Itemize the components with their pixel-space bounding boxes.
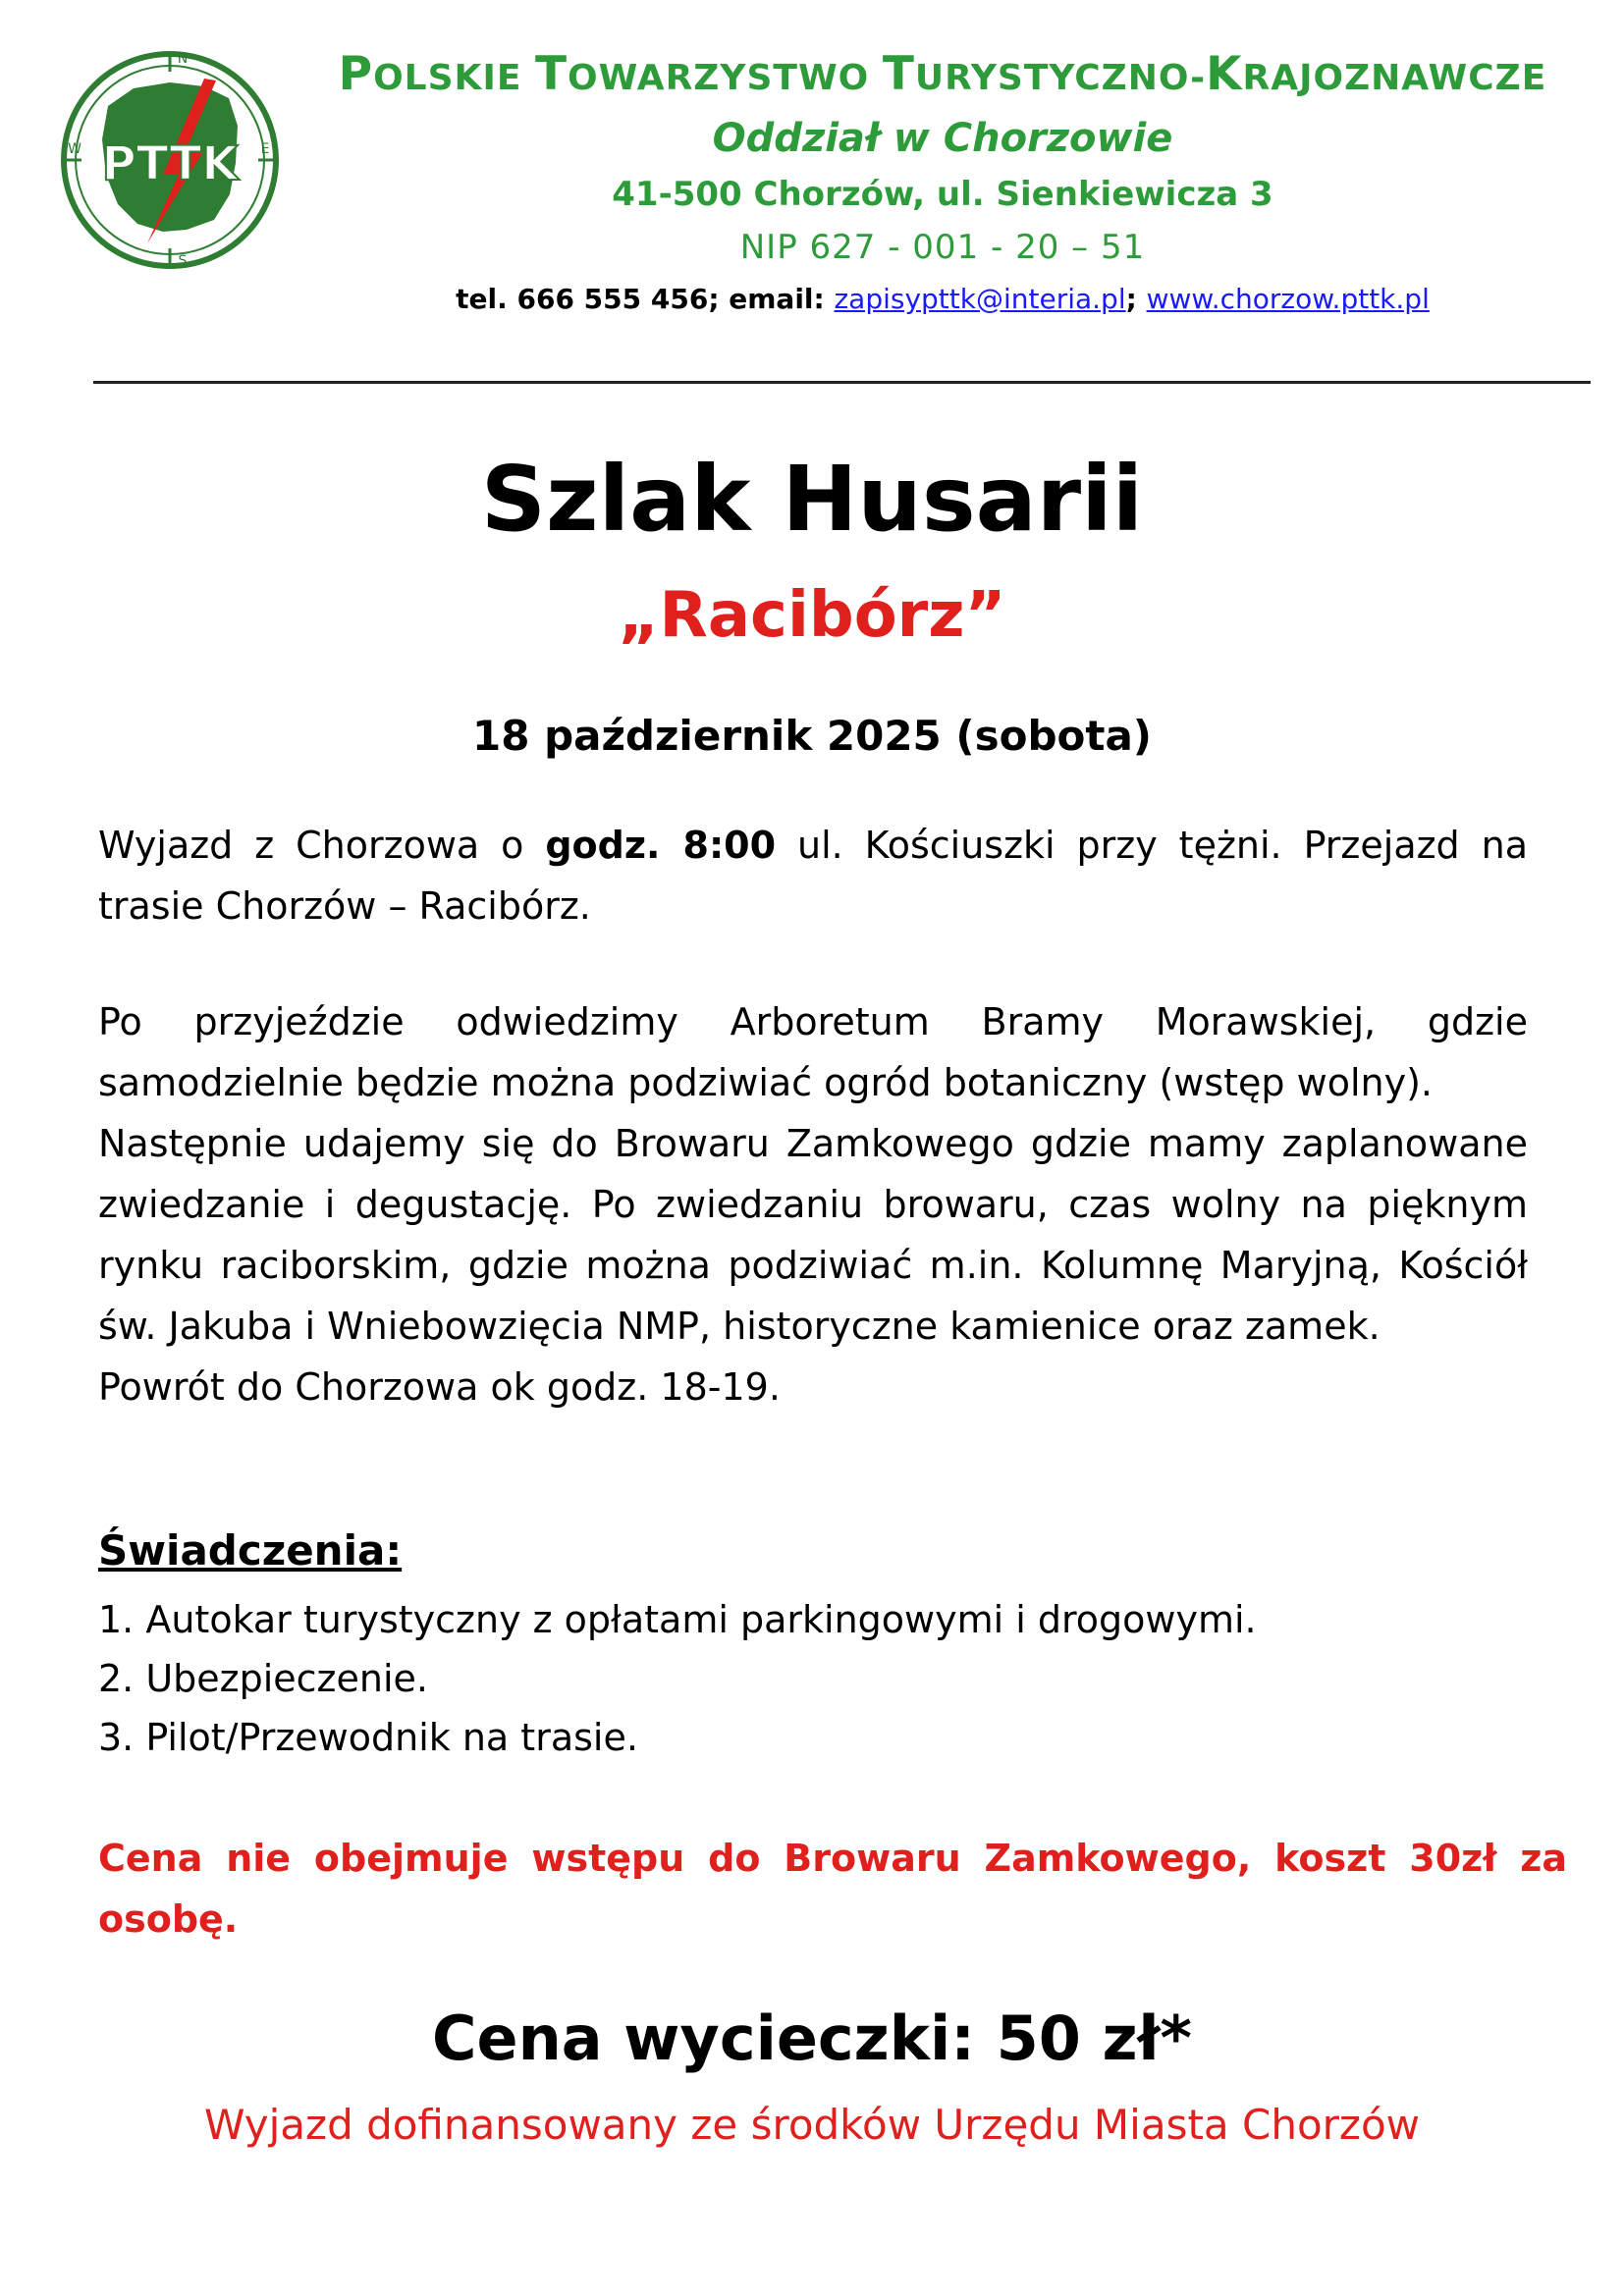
trip-price: Cena wycieczki: 50 zł* <box>432 2002 1192 2074</box>
funding-note: Wyjazd dofinansowany ze środków Urzędu Miasta Chorzów <box>203 2101 1421 2149</box>
organization-name: POLSKIE TOWARZYSTWO TURYSTYCZNO-KRAJOZNAWCZE <box>338 47 1547 101</box>
address: 41-500 Chorzów, ul. Sienkiewicza 3 <box>612 175 1273 214</box>
list-item: 2. Ubezpieczenie. <box>98 1657 428 1700</box>
program-line-2: Następnie udajemy się do Browaru Zamkowego gdzie mamy zaplanowane zwiedzanie i degustację. Po zwiedzaniu browaru, czas wolny na pięknym rynku raciborskim, gdzie można podziwiać m.in. Kolumnę Maryjną, Kościół św. Jakuba i Wniebowzięcia NMP, historyczne kamienice oraz zamek. <box>98 1122 1528 1348</box>
contact-line <box>295 283 1591 315</box>
email-link[interactable]: zapisypttk@interia.pl <box>834 283 1126 315</box>
trip-date: 18 październik 2025 (sobota) <box>472 712 1152 760</box>
compass-n: N <box>177 51 189 67</box>
compass-s: S <box>178 253 188 269</box>
list-item: 3. Pilot/Przewodnik na trasie. <box>98 1716 638 1759</box>
benefits-list <box>98 1590 1257 1767</box>
branch-name: Oddział w Chorzowie <box>712 116 1173 161</box>
departure-time: godz. 8:00 <box>545 824 777 867</box>
phone-label: tel. 666 555 456; email: <box>456 283 835 315</box>
price-note: Cena nie obejmuje wstępu do Browaru Zamkowego, koszt 30zł za osobę. <box>98 1837 1567 1941</box>
compass-e: E <box>260 141 270 157</box>
header-divider <box>93 381 1591 384</box>
program-line-3: Powrót do Chorzowa ok godz. 18-19. <box>98 1365 781 1409</box>
separator: ; <box>1125 283 1147 315</box>
pttk-logo <box>57 37 283 283</box>
logo-text: PTTK <box>101 136 239 191</box>
program-line-1: Po przyjeździe odwiedzimy Arboretum Bramy Morawskiej, gdzie samodzielnie będzie można podziwiać ogród botaniczny (wstęp wolny). <box>98 1000 1528 1104</box>
page-subtitle: „Racibórz” <box>618 579 1006 652</box>
compass-w: W <box>68 141 81 157</box>
nip-number: NIP 627 - 001 - 20 – 51 <box>739 228 1146 267</box>
program-paragraph <box>98 991 1528 1417</box>
website-link[interactable]: www.chorzow.pttk.pl <box>1146 283 1430 315</box>
page-title: Szlak Husarii <box>480 447 1144 552</box>
intro-paragraph: Wyjazd z Chorzowa o godz. 8:00 ul. Kościuszki przy tężni. Przejazd na trasie Chorzów – Racibórz. <box>98 824 1528 928</box>
benefits-heading: Świadczenia: <box>98 1526 403 1575</box>
list-item: 1. Autokar turystyczny z opłatami parkingowymi i drogowymi. <box>98 1598 1257 1641</box>
